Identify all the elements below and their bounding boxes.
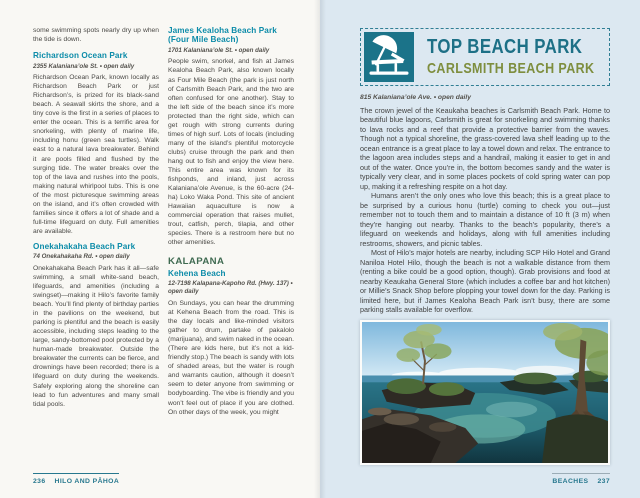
heading-kehena-beach: Kehena Beach (168, 268, 226, 278)
heading-james-kealoha-beach-park: James Kealoha Beach Park (Four Mile Beach) (168, 26, 277, 45)
right-page-content (320, 0, 640, 465)
heading-richardson-ocean-park: Richardson Ocean Park (33, 51, 128, 61)
left-column-1 (33, 26, 159, 470)
carlsmith-beach-photo (360, 320, 610, 465)
left-page-columns (0, 0, 320, 470)
banner-title: TOP BEACH PARK (427, 35, 583, 58)
address-onekahakaha: 74 Onekahakaha Rd. • open daily (33, 253, 130, 261)
region-heading-kalapana: KALAPANA (168, 256, 225, 268)
body-kehena: On Sundays, you can hear the drumming at Kehena Beach from the road. This is the day locals and like-minded visitors gather to drum, partake of pakalolo (marijuana), and swim naked in the ocean. (There are kids here, but it’s not a kid-friendly stop.) The beach is sandy with lots of shaded areas, but the water is rough and warrants caution, although it doesn’t seem to deter anyone from swimming or bodyboarding. The vibe is friendly and you won’t feel out of place if you are clothed. On other days of the week, you might (168, 299, 295, 416)
address-james-kealoha: 1701 Kalaniana’ole St. • open daily (168, 46, 270, 54)
top-beach-park-banner (360, 28, 610, 86)
left-column-2 (168, 26, 294, 470)
left-page-footer (33, 473, 119, 485)
body-james-kealoha: People swim, snorkel, and fish at James Kealoha Beach Park, also known locally as Four Mile Beach (the park is just north of Carlsmith Beach Park, and the two are often confused for one another). Stay to the left side of the beach since it’s more protected than the right side, which can get rough with strong currents during times of high surf. Lots of locals (including many of the island’s plentiful motorcycle clubs) cruise through the park and then hang out to fish and enjoy the view here. This entire area was known for its fishponds, and inland, just across Kalaniana’ole Avenue, is the 60-acre (24-ha) Loko Waka Pond. This site of ancient Hawaiian aquaculture is now a commercial operation that raises mullet, trout, catfish, perch, tilapia, and other species. There is a restroom here but no other amenities. (168, 58, 294, 247)
address-kehena: 12-7198 Kalapana-Kapoho Rd. (Hwy. 137) • open daily (168, 280, 293, 296)
banner-titles (427, 35, 595, 77)
right-page (320, 0, 640, 498)
right-page-number: 237 (597, 478, 610, 485)
intro-continuation-text: some swimming spots nearly dry up when the tide is down. (33, 27, 159, 44)
beach-umbrella-icon (364, 32, 414, 82)
right-page-footer (552, 473, 610, 485)
address-richardson: 2355 Kalaniana’ole St. • open daily (33, 62, 135, 70)
right-page-footer-label: BEACHES (552, 478, 589, 485)
banner-subtitle: CARLSMITH BEACH PARK (427, 59, 595, 76)
carlsmith-paragraph-3: Most of Hilo’s major hotels are nearby, including SCP Hilo Hotel and Grand Naniloa Hotel Hilo, though the beach is not a walkable distance from them (renting a bike could be a good option, though). Grab provisions and food at nearby Keaukaha General Store (which includes a coffee bar and hot kitchen) or Millie’s Snack Shop before plopping your towel down for the day. Parking is limited here, but if James Kealoha Beach Park isn’t busy, there are some parking stalls available for overflow. (360, 248, 610, 315)
heading-onekahakaha-beach-park: Onekahakaha Beach Park (33, 241, 136, 251)
body-richardson: Richardson Ocean Park, known locally as Richardson Beach Park or just Richardson’s, is prized for its black-sand beach. A seawall skirts the shore, and a tiny cove is the first in a series of places to enter the ocean. This is a terrific area for snorkeling, with plenty of marine life, including honu (green sea turtles). Walk east to a natural lava breakwater. Behind it are pools filled and flushed by the surging tide. The water breaks over the top of the lava and rushes into the pools, making natural whirlpool tubs. This is one of the most picturesque swimming areas on the island, and it’s often crowded with families since it offers a lot of shade and a full-time lifeguard on duty. Full amenities are available. (33, 74, 159, 235)
body-onekahakaha: Onekahakaha Beach Park has it all—safe swimming, a small white-sand beach, lifeguards, and amenities (including a swingset)—making it Hilo’s favorite family beach. You’ll find plenty of birthday parties in the pavilions on the weekend, but parking is plentiful and the beach is easily accessible, including steps leading to the large, sandy-bottomed pool protected by a human-made breakwater. Outside the breakwater the currents can be fierce, and drownings have been recorded; there is a lifeguard on duty during the weekends. Safely exploring along the shoreline can lead to fun adventures and many small tidal pools. (33, 264, 159, 408)
address-carlsmith: 815 Kalaniana’ole Ave. • open daily (360, 94, 471, 101)
carlsmith-paragraph-1: The crown jewel of the Keaukaha beaches is Carlsmith Beach Park. Home to beautiful blue lagoons, Carlsmith is great for snorkeling and swimming thanks to lava rocks and a reef that provide a protective barrier from the waves. Though not a typical shoreline, the grass-covered lava shelf leading up to the ocean entrance is a great place to lay a towel down and relax. The entrance to the lagoon area includes steps and a handrail, making it easier to get in and out of the water. Once you’re in, the bottom becomes sandy and the water is typically very clear, and in some places pockets of cold spring water can pop up, making it a refreshing respite on a hot day. (360, 105, 610, 191)
left-page-footer-label: HILO AND PĀHOA (54, 478, 120, 485)
left-page-number: 236 (33, 478, 46, 485)
carlsmith-paragraph-2: Humans aren’t the only ones who love this beach; this is a great place to be surprised by a curious honu (turtle) coming to check you out—just remember not to touch them and to maintain a distance of 10 ft (3 m) when they’re hanging out nearby. Thanks to the beach’s popularity, there’s a lifeguard on weekends and holidays, along with full amenities including restrooms, showers, and picnic tables. (360, 191, 610, 248)
